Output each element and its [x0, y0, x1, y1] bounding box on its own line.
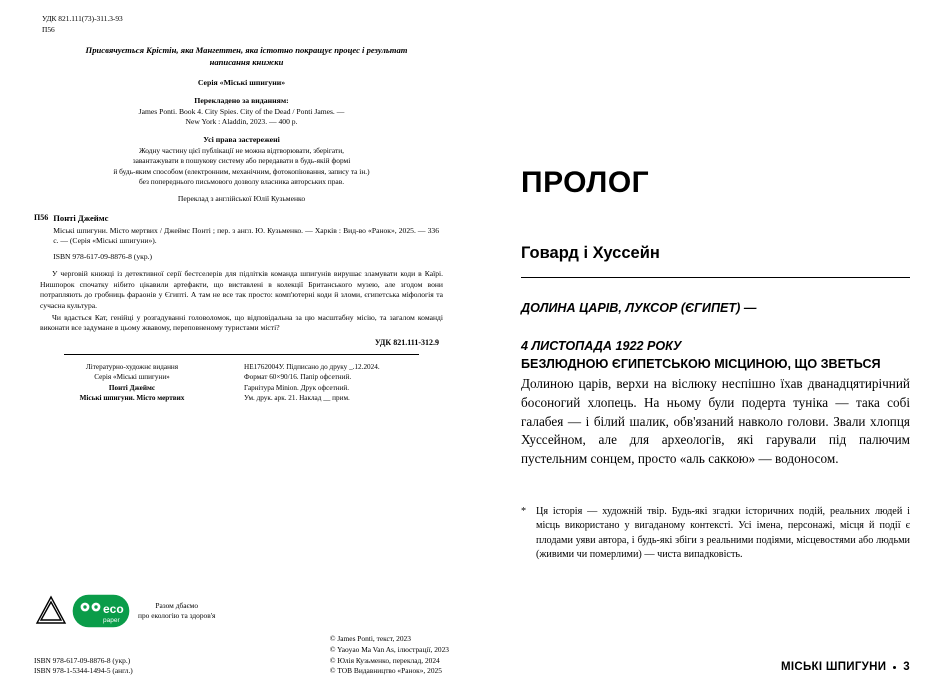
cip-cipher: П56 [34, 212, 49, 222]
rights-text [48, 146, 435, 187]
footnote-marker: * [521, 505, 527, 517]
translator-line: Переклад з англійської Юлії Кузьменко [177, 194, 306, 204]
annotation [40, 269, 443, 334]
cip-description: Міські шпигуни. Місто мертвих / Джеймс Понті ; пер. з англ. Ю. Кузьменко. — Харків : Вид-во «Ранок», 2025. — 336 с. — (Серія «Міські шпигуни»). [53, 225, 439, 246]
copyright-line-4: © ТОВ Видавництво «Ранок», 2025 [329, 666, 442, 676]
locus-line-1: ДОЛИНА ЦАРІВ, ЛУКСОР (ЄГИПЕТ) — [521, 301, 757, 315]
annotation-paragraph-2: Чи вдасться Кат, генійці у розгадуванні головоломок, що відповідальна за цю масштабну місію, та загалом команді виконати все задумане в цьому жвавому, переповненому туристами місті? [40, 312, 443, 333]
svg-text:eco: eco [103, 602, 124, 617]
copyright-line-3: © Юлія Кузьменко, переклад, 2024 [329, 655, 440, 665]
eco-row [34, 594, 449, 628]
udk-bottom: УДК 821.111-312.9 [374, 337, 439, 347]
colophon [34, 362, 449, 404]
recycle-icon [34, 594, 68, 628]
colophon-right-line-3: Гарнітура Minion. Друк офсетний. [244, 383, 350, 392]
locus-line-2: 4 ЛИСТОПАДА 1922 РОКУ [521, 339, 682, 354]
translated-source-2: New York : Aladdin, 2023. — 400 p. [185, 117, 298, 127]
copyright-block [330, 634, 449, 677]
udk-top: УДК 821.111(73)-311.3-93 [42, 14, 123, 23]
page-number: 3 [903, 661, 910, 673]
footnote-text: Ця історія — художній твір. Будь-які згадки історичних подій, реальних людей і місць використано у вигаданому контексті. Усі імена, персонажі, місця й події є плодами уяви автора, і будь-які збіги з реальними подіями, місцевостями або людьми (живими чи померлими) — чиста випадковість. [536, 505, 910, 561]
translated-heading: Перекладено за виданням: [194, 95, 289, 105]
colophon-right-line-4: Ум. друк. арк. 21. Наклад __ прим. [244, 394, 350, 403]
page-footer [34, 594, 449, 677]
rights-heading: Усі права застережені [203, 134, 280, 144]
translated-source-1: James Ponti. Book 4. City Spies. City of the Dead / Ponti James. — [138, 106, 345, 116]
colophon-right-line-1: НЕ1762004У. Підписано до друку _.12.2024. [244, 362, 380, 371]
bullet-icon [893, 666, 896, 669]
eco-caption-line-1: Разом дбаємо [155, 601, 199, 611]
eco-badges [34, 594, 130, 628]
cipher-top: П56 [42, 24, 55, 34]
annotation-paragraph-1: У черговій книжці із детективної серії бестселерів для підлітків команда шпигунів вирушає зламувати коди в Каїрі. Нишпорок спочатку нібито цікавили артефакти, що виставлені в колекції Британського музею, але згодом вони потрапляють до гробниць фараонів у Єгипті. А там не все так просто: комп'ютерні коди й зломи, єгипетська міфологія та сучасна культура. [40, 269, 443, 311]
eco-paper-badge-icon [72, 594, 130, 628]
chapter-subtitle: Говард і Хуссейн [521, 244, 660, 262]
footnote [521, 505, 910, 563]
lead-in-line: БЕЗЛЮДНОЮ ЄГИПЕТСЬКОЮ МІСЦИНОЮ, ЩО ЗВЕТЬСЯ [521, 356, 881, 371]
prologue-page [475, 0, 950, 689]
rights-text-line-1: Жодну частину цієї публікації не можна відтворювати, зберігати, [138, 145, 345, 155]
series-line: Серія «Міські шпигуни» [197, 77, 286, 87]
isbn-block [34, 656, 133, 677]
rights-text-line-2: завантажувати в пошукову систему або передавати в будь-якій формі [132, 156, 351, 166]
colophon-left-line-2: Серія «Міські шпигуни» [94, 373, 170, 382]
running-footer [781, 661, 910, 673]
eco-caption [138, 601, 215, 621]
colophon-left-line-3: Понті Джеймс [108, 383, 156, 392]
running-footer-title: МІСЬКІ ШПИГУНИ [781, 661, 887, 673]
svg-text:paper: paper [103, 617, 120, 625]
colophon-left-line-4: Міські шпигуни. Місто мертвих [79, 394, 185, 403]
page-title: ПРОЛОГ [521, 166, 650, 199]
rights-text-line-4: без попереднього письмового дозволу власника авторських прав. [138, 176, 345, 186]
cip-record [34, 213, 449, 262]
body-paragraph: Долиною царів, верхи на віслюку неспішно їхав дванадцятирічний босоногий хлопець. На ньому були подерта туніка — така собі галабея — і білий шалик, обв'язаний навколо голови. Звали хлопця Хуссейном, але для археологів, які гарували під палючим пустельним сонцем, просто «аль саккою» — водоносом. [521, 376, 910, 467]
colophon-divider [64, 354, 419, 355]
title-divider [521, 277, 910, 278]
copyright-line-2: © Yaoyao Ma Van As, ілюстрації, 2023 [329, 644, 449, 654]
copyright-line-1: © James Ponti, текст, 2023 [329, 634, 411, 644]
isbn-line-1: ISBN 978-617-09-8876-8 (укр.) [34, 655, 131, 665]
rights-text-line-3: й будь-яким способом (електронним, механічним, фотокопіювання, запису та ін.) [113, 166, 370, 176]
colophon-left-line-1: Літературно-художнє видання [85, 362, 179, 371]
dedication: Присвячується Крістін, яка Мангеттен, яка істотно покращує процес і результат написання книжки [85, 44, 408, 68]
colophon-right [244, 362, 449, 404]
isbn-line-2: ISBN 978-1-5344-1494-5 (англ.) [34, 666, 133, 676]
cip-author: Понті Джеймс [53, 212, 109, 223]
eco-caption-line-2: про екологію та здоров'я [138, 611, 216, 621]
colophon-left [34, 362, 230, 404]
cip-isbn: ISBN 978-617-09-8876-8 (укр.) [53, 251, 153, 261]
colophon-right-line-2: Формат 60×90/16. Папір офсетний. [244, 373, 352, 382]
